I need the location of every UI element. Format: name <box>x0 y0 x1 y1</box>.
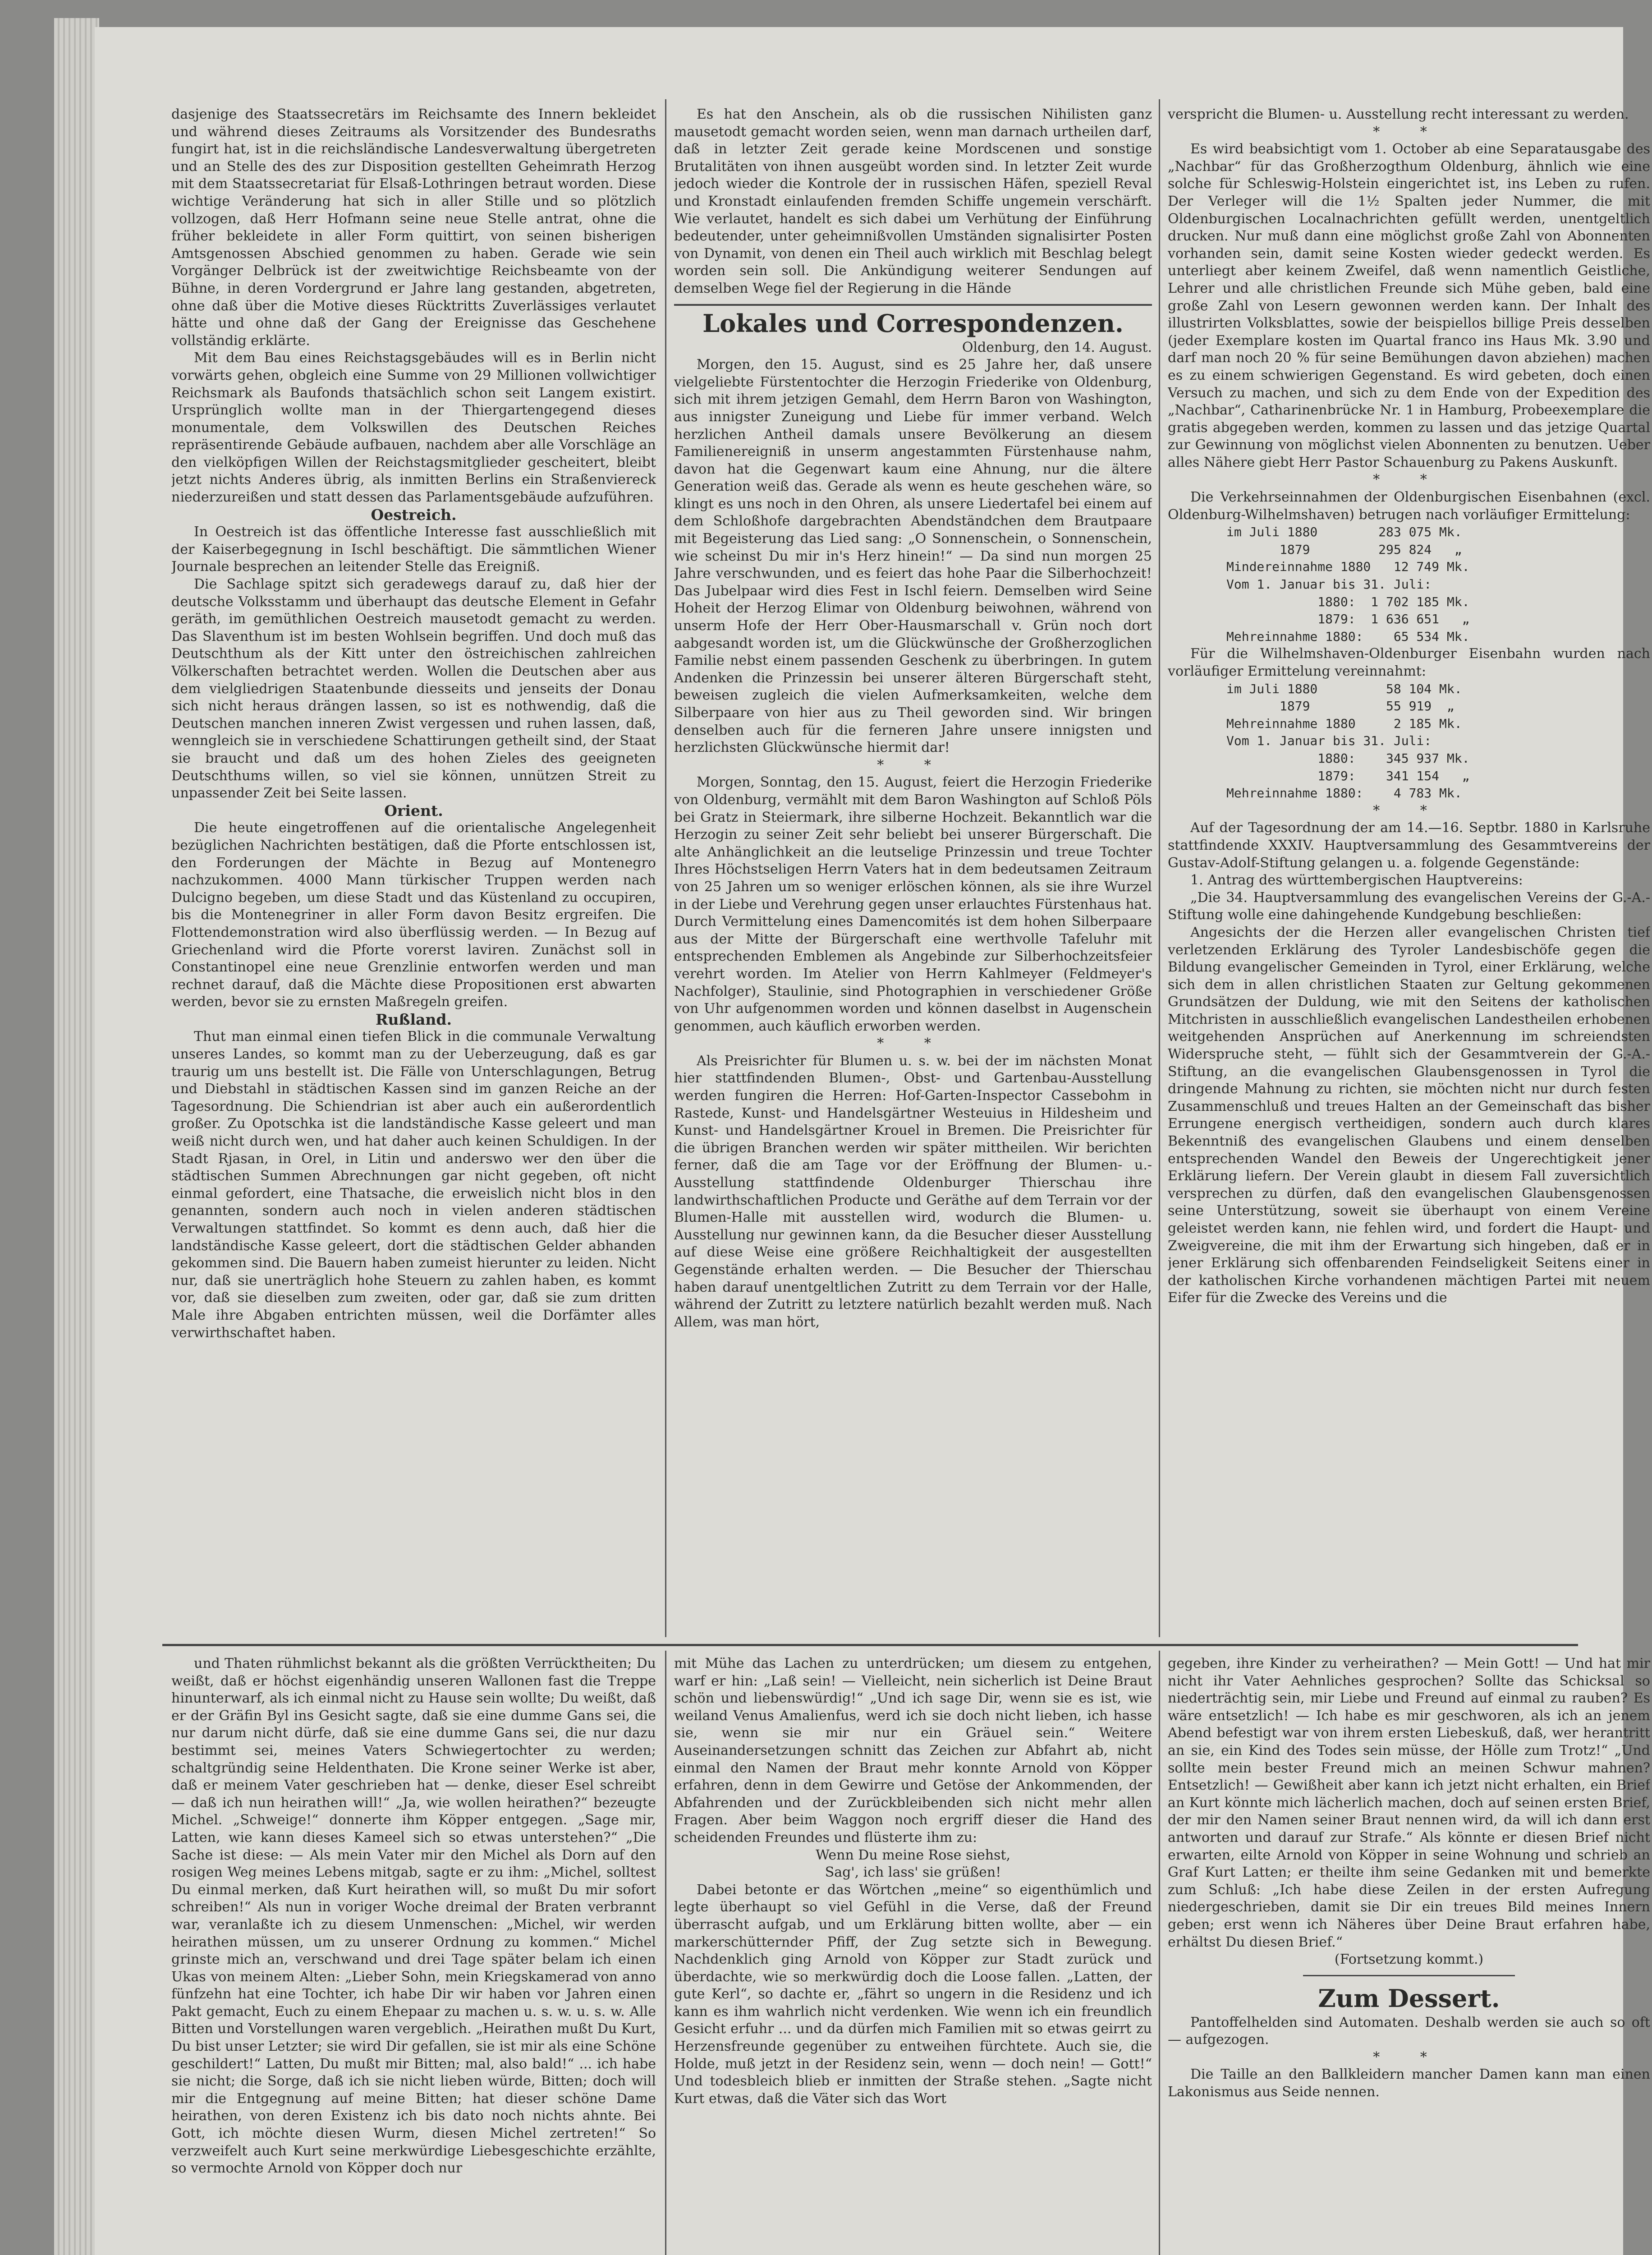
paragraph: Als Preisrichter für Blumen u. s. w. bei der im nächsten Monat hier stattfindenden Blumen-, Obst- und Gartenbau-Ausstellung werden fungiren die Herren: Hof-Garten-Inspector Cassebohm in Rastede, Kunst- und Handelsgärtner Westeuius in Hildesheim und Kunst- und Handelsgärtner Krouel in Bremen. Die Preisrichter für die übrigen Branchen werden wir später mittheilen. Wir berichten ferner, daß die am Tage vor der Eröffnung der Blumen- u.-Ausstellung stattfindende Oldenburger Thierschau ihre landwirthschaftlichen Producte und Geräthe auf dem Terrain vor der Blumen-Halle mit ausstellen wird, wodurch die Blumen- u. Ausstellung nur gewinnen kann, da die Besucher dieser Ausstellung auf diese Weise eine größere Reichhaltigkeit der ausgestellten Gegenstände erhalten werden. — Die Besucher der Thierschau haben darauf unentgeltlichen Zutritt zu dem Terrain vor der Halle, während der Zutritt zu letztere natürlich bezahlt werden muß. Nach Allem, was man hört, <box>674 1053 1152 1330</box>
column-rule <box>1159 99 1160 1637</box>
verse-line: Wenn Du meine Rose siehst, <box>815 1847 1011 1863</box>
table-row: im Juli 1880 58 104 Mk. <box>1226 681 1462 696</box>
column-2 <box>674 106 1152 1639</box>
continuation-note: (Fortsetzung kommt.) <box>1334 1951 1484 1968</box>
section-heading: Orient. <box>384 801 443 819</box>
section-title: Lokales und Correspondenzen. <box>702 308 1124 338</box>
page-edges <box>54 18 99 2255</box>
column-1 <box>171 106 656 1639</box>
paragraph: Für die Wilhelmshaven-Oldenburger Eisenbahn wurden nach vorläufiger Ermittelung vereinnahmt: <box>1168 646 1650 679</box>
paragraph: mit Mühe das Lachen zu unterdrücken; um diesem zu entgehen, warf er hin: „Laß sein! — Vielleicht, nein sicherlich ist Deine Braut schön und liebenswürdig!“ „Und ich sage Dir, wenn sie es ist, wie weiland Venus Amalienfus, werd ich sie doch nicht lieben, ich hasse sie, wenn sie mir nur ein Gräuel sein.“ Weitere Auseinandersetzungen schnitt das Zeichen zur Abfahrt ab, nicht einmal den Namen der Braut mehr konnte Arnold von Köpper erfahren, denn in dem Gewirre und Getöse der Ankommenden, der Abfahrenden und der Zurückbleibenden sich nicht mehr allen Fragen. Aber beim Waggon noch ergriff dieser die Hand des scheidenden Freundes und flüsterte ihm zu: <box>674 1656 1152 1845</box>
table-row: 1879: 1 636 651 „ <box>1226 612 1470 627</box>
dateline: Oldenburg, den 14. August. <box>962 339 1152 355</box>
column-rule <box>665 99 666 1637</box>
table-row: Mehreinnahme 1880: 65 534 Mk. <box>1226 629 1470 644</box>
paragraph: Es hat den Anschein, als ob die russischen Nihilisten ganz mausetodt gemacht worden seien, wenn man darnach urtheilen darf, daß in letzter Zeit gerade keine Mordscenen und sonstige Brutalitäten von ihnen ausgeübt worden sind. In letzter Zeit wurde jedoch wieder die Kontrole der in russischen Häfen, speziell Reval und Kronstadt einlaufenden fremden Schiffe ungemein verschärft. Wie verlautet, handelt es sich dabei um Verhütung der Einführung bedeutender, unter geheimnißvollen Umständen signalisirter Posten von Dynamit, von denen ein Theil auch wirklich mit Beschlag belegt worden sein soll. Die Ankündigung weiterer Sendungen auf demselben Wege fiel der Regierung in die Hände <box>674 106 1152 296</box>
table-row: Vom 1. Januar bis 31. Juli: <box>1226 577 1432 592</box>
paragraph: verspricht die Blumen- u. Ausstellung recht interessant zu werden. <box>1168 106 1629 122</box>
paragraph: Pantoffelhelden sind Automaten. Deshalb werden sie auch so oft — aufgezogen. <box>1168 2014 1650 2048</box>
paragraph: 1. Antrag des württembergischen Hauptvereins: <box>1190 872 1523 888</box>
section-heading: Oestreich. <box>371 506 457 524</box>
section-heading: Rußland. <box>376 1010 452 1028</box>
separator: * * <box>1373 2049 1445 2065</box>
table-row: Mehreinnahme 1880 2 185 Mk. <box>1226 716 1462 731</box>
section-rule <box>1303 1975 1515 1976</box>
paragraph: In Oestreich ist das öffentliche Interesse fast ausschließlich mit der Kaiserbegegnung in Ischl beschäftigt. Die sämmtlichen Wiener Journale besprechen an leitender Stelle das Ereigniß. <box>171 524 656 575</box>
section-rule <box>674 304 1152 306</box>
column-rule <box>1159 1651 1160 2255</box>
paragraph: Thut man einmal einen tiefen Blick in die communale Verwaltung unseres Landes, so kommt man zu der Ueberzeugung, daß es gar traurig um uns bestellt ist. Die Fälle von Unterschlagungen, Betrug und Diebstahl in städtischen Kassen sind im ganzen Reiche an der Tagesordnung. Die Schiendrian ist aber auch ein außerordentlich großer. Zu Opotschka ist die landständische Kasse geleert und man weiß nicht durch wen, und hat daher auch keinen Schuldigen. In der Stadt Rjasan, in Orel, in Litin und anderswo wer den über die städtischen Summen Abrechnungen gar nicht gegeben, oft nicht einmal gefordert, eine Thatsache, die erweislich nicht blos in den genannten, sondern auch noch in vielen anderen städtischen Verwaltungen stattfindet. So kommt es denn auch, daß hier die landständische Kasse geleert, dort die städtischen Gelder abhanden gekommen sind. Die Bauern haben zumeist hierunter zu leiden. Nicht nur, daß sie unerträglich hohe Steuern zu zahlen haben, es kommt vor, daß sie dieselben zum zweiten, oder gar, daß sie zum dritten Male ihre Abgaben entrichten müssen, weil die Dorfämter alles verwirthschaftet haben. <box>171 1029 656 1341</box>
story-column-2 <box>674 1655 1152 2255</box>
paragraph: Die heute eingetroffenen auf die orientalische Angelegenheit bezüglichen Nachrichten bestätigen, daß die Pforte entschlossen ist, den Forderungen der Mächte in Bezug auf Montenegro nachzukommen. 4000 Mann türkischer Truppen werden nach Dulcigno begeben, um diese Stadt und das Küstenland zu occupiren, bis die Montenegriner in aller Form davon Besitz ergreifen. Die Flottendemonstration wird also überflüssig werden. — In Bezug auf Griechenland wird die Pforte vorerst laviren. Zunächst soll in Constantinopel eine neue Grenzlinie entworfen werden und man rechnet darauf, daß die Mächte diese Propositionen erst abwarten werden, bevor sie zu ernsten Maßregeln greifen. <box>171 820 656 1010</box>
paragraph: Angesichts der die Herzen aller evangelischen Christen tief verletzenden Erklärung des Tyroler Landesbischöfe gegen die Bildung evangelischer Gemeinden in Tyrol, einer Erklärung, welche sich dem in allen christlichen Staaten zur Geltung gekommenen Grundsätzen der Duldung, wie mit den Seitens der katholischen Mitchristen in ausschließlich evangelischen Landestheilen erhobenen weitgehenden Ansprüchen auf Anerkennung im schreiendsten Widerspruche steht, — fühlt sich der Gesammtverein der G.-A.-Stiftung, an die evangelischen Glaubensgenossen in Tyrol die dringende Mahnung zu richten, sie möchten nicht nur durch festen Zusammenschluß und treues Halten an der Gemeinschaft das bisher Errungene energisch vertheidigen, sondern auch durch klares Bekenntniß des evangelischen Glaubens und einem denselben entsprechenden Wandel den Beweis der Ungerechtigkeit jener Erklärung liefern. Der Verein glaubt in diesem Fall zuversichtlich versprechen zu dürfen, daß den evangelischen Glaubensgenossen seine Unterstützung, soweit sie überhaupt von einem Vereine geleistet werden kann, nie fehlen wird, und fordert die Haupt- und Zweigvereine, die mit ihm der Erwartung sich hingeben, daß er in jener Erklärung sich offenbarenden Feindseligkeit Seitens einer in der katholischen Kirche vorhandenen mächtigen Partei mit neuem Eifer für die Zwecke des Vereins und die <box>1168 924 1650 1306</box>
paragraph: Morgen, Sonntag, den 15. August, feiert die Herzogin Friederike von Oldenburg, vermählt mit dem Baron Washington auf Schloß Pöls bei Gratz in Steiermark, ihre silberne Hochzeit. Bekanntlich war die Herzogin zu seiner Zeit sehr beliebt bei unserer Bürgerschaft. Die alte Anhänglichkeit an die leutselige Prinzessin und treue Tochter Ihres Höchstseligen Herrn Vaters hat in dem bedeutsamen Zeitraum von 25 Jahren um so weniger erlöschen können, als sie ihre Wurzel in der Liebe und Verehrung gegen unser erlauchtes Fürstenhaus hat. Durch Vermittelung eines Damencomités ist dem hohen Silberpaare aus der Mitte der Bürgerschaft eine werthvolle Tafeluhr mit entsprechenden Emblemen als Angebinde zur Silberhochzeitsfeier verehrt worden. Im Atelier von Herrn Kahlmeyer (Feldmeyer's Nachfolger), Staulinie, sind Photographien in verschiedener Größe von Uhr aufgenommen worden und können daselbst in Augenschein genommen, auch käuflich erworben werden. <box>674 774 1152 1034</box>
revenue-table-1 <box>1168 524 1650 645</box>
table-row: 1879 55 919 „ <box>1226 699 1455 714</box>
table-row: Mindereinnahme 1880 12 749 Mk. <box>1226 559 1470 575</box>
paragraph: dasjenige des Staatssecretärs im Reichsamte des Innern bekleidet und während dieses Zeitraums als Vorsitzender des Bundesraths fungirt hat, ist in die reichsländische Landesverwaltung übergetreten und an Stelle des des zur Disposition gestellten Geheimrath Herzog mit dem Staatssecretariat für Elsaß-Lothringen betraut worden. Diese wichtige Veränderung hat sich in aller Stille und so plötzlich vollzogen, daß Herr Hofmann seine neue Stelle antrat, ohne die früher bekleidete in aller Form quittirt, von seinen bisherigen Amtsgenossen Abschied genommen zu haben. Gerade wie sein Vorgänger Delbrück ist der zweitwichtige Reichsbeamte von der Bühne, in deren Vordergrund er Jahre lang gestanden, abgetreten, ohne daß über die Motive dieses Rücktritts Zuverlässiges verlautet hätte und ohne daß der Gang der Ereignisse das Geschehene vollständig erklärte. <box>171 106 656 349</box>
section-title: Zum Dessert. <box>1318 1983 1500 2013</box>
column-rule <box>665 1651 666 2255</box>
newspaper-page <box>95 27 1650 2255</box>
paragraph: Die Verkehrseinnahmen der Oldenburgischen Eisenbahnen (excl. Oldenburg-Wilhelmshaven) betrugen nach vorläufiger Ermittelung: <box>1168 489 1650 523</box>
paragraph: „Die 34. Hauptversammlung des evangelischen Vereins der G.-A.-Stiftung wolle eine dahingehende Kundgebung beschließen: <box>1168 889 1650 923</box>
table-row: im Juli 1880 283 075 Mk. <box>1226 525 1462 540</box>
separator: * * <box>1373 802 1445 819</box>
paragraph: Die Sachlage spitzt sich geradewegs darauf zu, daß hier der deutsche Volksstamm und überhaupt das deutsche Element in Gefahr geräth, im gemüthlichen Oestreich mausetodt gemacht zu werden. Das Slaventhum ist im besten Wohlsein begriffen. Und doch muß das Deutschthum als der Kitt unter den östreichischen zahlreichen Völkerschaften betrachtet werden. Wollen die Deutschen aber aus dem vielgliedrigen Staatenbunde diesseits und jenseits der Donau sich nicht heraus drängen lassen, so ist es nothwendig, daß die Deutschen manchen inneren Zwist vergessen und ruhen lassen, daß, wenngleich sie in verschiedene Schattirungen getheilt sind, der Staat sie braucht und daß um des hohen Zieles des geeigneten Deutschthums willen, so viel sie können, unnützen Streit zu unpassender Zeit bei Seite lassen. <box>171 576 656 801</box>
table-row: 1879 295 824 „ <box>1226 542 1462 557</box>
separator: * * <box>877 1035 949 1052</box>
table-row: 1879: 341 154 „ <box>1226 768 1470 783</box>
paragraph: Morgen, den 15. August, sind es 25 Jahre her, daß unsere vielgeliebte Fürstentochter die Herzogin Friederike von Oldenburg, sich mit ihrem jetzigen Gemahl, dem Herrn Baron von Washington, aus innigster Zuneigung und Liebe für immer verband. Welch herzlichen Antheil damals unsere Bevölkerung an diesem Familienereigniß in unserm angestammten Fürstenhause nahm, davon hat die Gegenwart kaum eine Ahnung, nur die ältere Generation weiß das. Gerade als wenn es heute geschehen wäre, so klingt es uns noch in den Ohren, als unsere Liedertafel bei einem auf dem Schloßhofe dargebrachten Abendständchen dem Brautpaare mit Begeisterung das Lied sang: „O Sonnenschein, o Sonnenschein, wie scheinst Du mir in's Herz hinein!“ — Da sind nun morgen 25 Jahre verschwunden, und es feiert das hohe Paar die Silberhochzeit! Das Jubelpaar wird dies Fest in Ischl feiern. Demselben wird Seine Hoheit der Herzog Elimar von Oldenburg beiwohnen, während von unserm Hofe der Herr Ober-Hausmarschall v. Grün noch dort aabgesandt worden ist, um die Glückwünsche der Großherzoglichen Familie nebst einem passenden Geschenk zu überbringen. In gutem Andenken die Prinzessin bei unserer älteren Bürgerschaft steht, beweisen zugleich die vielen Aufmerksamkeiten, welche dem Silberpaare von hier aus zu Theil geworden sind. Wir bringen denselben auch für die ferneren Jahre unsere innigsten und herzlichsten Glückwünsche hiermit dar! <box>674 357 1152 756</box>
separator: * * <box>877 757 949 773</box>
table-row: 1880: 1 702 185 Mk. <box>1226 594 1470 609</box>
paragraph: Dabei betonte er das Wörtchen „meine“ so eigenthümlich und legte überhaupt so viel Gefühl in die Verse, daß der Freund überrascht aufgab, und um Erklärung bitten wollte, aber — ein markerschütternder Pfiff, der Zug setzte sich in Bewegung. Nachdenklich ging Arnold von Köpper zur Stadt zurück und überdachte, wie so merkwürdig doch die Loose fallen. „Latten, der gute Kerl“, so dachte er, „fährt so ungern in die Residenz und ich kann es ihm wahrlich nicht verdenken. Wie wenn ich ein freundlich Gesicht erfuhr ... und da dürfen mich Familien mit so etwas geirrt zu Herzensfreunde gegenüber zu entweihen fürchtete. Auch sie, die Holde, muß jetzt in der Residenz sein, wenn — doch nein! — Gott!“ Und todesbleich blieb er inmitten der Straße stehen. „Sagte nicht Kurt etwas, daß die Väter sich das Wort <box>674 1882 1152 2107</box>
paragraph: Mit dem Bau eines Reichstagsgebäudes will es in Berlin nicht vorwärts gehen, obgleich eine Summe von 29 Millionen vollwichtiger Reichsmark als Baufonds thatsächlich schon seit Langem existirt. Ursprünglich wollte man in der Thiergartengegend dieses monumentale, dem Volkswillen des Deutschen Reiches repräsentirende Gebäude aufbauen, nachdem aber alle Vorschläge an den vielköpfigen Willen der Reichstagsmitglieder gescheitert, bleibt jetzt nichts Anderes übrig, als inmitten Berlins ein Straßenviereck niederzureißen und statt dessen das Parlamentsgebäude aufzuführen. <box>171 350 656 506</box>
column-3 <box>1168 106 1650 1639</box>
separator: * * <box>1373 124 1445 140</box>
paragraph: Die Taille an den Ballkleidern mancher Damen kann man einen Lakonismus aus Seide nennen. <box>1168 2066 1650 2100</box>
story-column-1 <box>171 1655 656 2255</box>
verse-line: Sag', ich lass' sie grüßen! <box>825 1864 1001 1881</box>
paragraph: Es wird beabsichtigt vom 1. October ab eine Separatausgabe des „Nachbar“ für das Großherzogthum Oldenburg, ähnlich wie eine solche für Schleswig-Holstein eingerichtet ist, ins Leben zu rufen. Der Verleger will die 1½ Spalten jeder Nummer, die mit Oldenburgischen Localnachrichten gefüllt werden, unentgeltlich drucken. Nur muß dann eine möglichst große Zahl von Abonnenten vorhanden sein, damit seine Kosten wieder gedeckt werden. Es unterliegt aber keinem Zweifel, daß wenn namentlich Geistliche, Lehrer und alle christlichen Freunde sich Mühe geben, bald eine große Zahl von Lesern gewonnen werden kann. Der Inhalt des illustrirten Volksblattes, sowie der beispiellos billige Preis desselben (jeder Exemplare kosten im Quartal franco ins Haus Mk. 3.90 und darf man noch 20 % für seine Bemühungen davon abziehen) machen es zu einem schwierigen Gegenstand. Es wird gebeten, doch einen Versuch zu machen, und sich zu dem Ende von der Expedition des „Nachbar“, Catharinenbrücke Nr. 1 in Hamburg, Probeexemplare die gratis abgegeben werden, kommen zu lassen und das jetzige Quartal zur Gewinnung von möglichst vielen Abonnenten zu benutzen. Ueber alles Nähere giebt Herr Pastor Schauenburg zu Pakens Auskunft. <box>1168 141 1650 470</box>
paragraph: Auf der Tagesordnung der am 14.—16. Septbr. 1880 in Karlsruhe stattfindende XXXIV. Hauptversammlung des Gesammtvereins der Gustav-Adolf-Stiftung gelangen u. a. folgende Gegenstände: <box>1168 820 1650 871</box>
story-column-3 <box>1168 1655 1650 2255</box>
section-rule <box>162 1644 1578 1646</box>
paragraph: gegeben, ihre Kinder zu verheirathen? — Mein Gott! — Und hat mir nicht ihr Vater Aehnliches gesprochen? Sollte das Schicksal so niederträchtig sein, mir Liebe und Freund auf einmal zu rauben? Es wäre entsetzlich! — Ich habe es mir geschworen, als ich an jenem Abend befestigt war von ihrem ersten Liebeskuß, daß, wer herantritt an sie, ein Kind des Todes sein müsse, der Hölle zum Trotz!“ „Und sollte mein bester Freund mich an meinen Schwur mahnen? Entsetzlich! — Gewißheit aber kann ich jetzt nicht erhalten, ein Brief an Kurt könnte mich lächerlich machen, doch auf seinen ersten Brief, der mir den Namen seiner Braut nennen wird, da will ich dann erst antworten und darauf zur Strafe.“ Als könnte er diesen Brief nicht erwarten, eilte Arnold von Köpper in seine Wohnung und schrieb an Graf Kurt Latten; er theilte ihm seine Gedanken mit und bemerkte zum Schluß: „Ich habe diese Zeilen in der ersten Aufregung niedergeschrieben, damit sie Dir ein treues Bild meines Innern geben; erst wenn ich Näheres über Deine Braut erfahren habe, erhältst Du diesen Brief.“ <box>1168 1656 1650 1950</box>
table-row: Mehreinnahme 1880: 4 783 Mk. <box>1226 786 1462 801</box>
table-row: 1880: 345 937 Mk. <box>1226 750 1470 766</box>
paragraph: und Thaten rühmlichst bekannt als die größten Verrücktheiten; Du weißt, daß er höchst eigenhändig unseren Wallonen fast die Treppe hinunterwarf, als ich einmal nicht zu Hause sein wollte; Du weißt, daß er der Gräfin Byl ins Gesicht sagte, daß sie eine dumme Gans sei, die nur darum nicht dürfe, daß sie eine dumme Gans sei, die nur dazu bestimmt sei, meines Vaters Schwiegertochter zu werden; schaltgründig seine Heldenthaten. Die Krone seiner Werke ist aber, daß er meinem Vater geschrieben hat — denke, dieser Esel schreibt — daß ich nun heirathen will!“ „Ja, wie wollen heirathen?“ bezeugte Michel. „Schweige!“ donnerte ihm Köpper entgegen. „Sage mir, Latten, wie kann dieses Kameel sich so etwas unterstehen?“ „Die Sache ist diese: — Als mein Vater mir den Michel als Dorn auf den rosigen Weg meines Lebens mitgab, sagte er zu ihm: „Michel, solltest Du einmal merken, daß Kurt heirathen will, so mußt Du mir sofort schreiben!“ Als nun in voriger Woche dreimal der Braten verbrannt war, veranlaßte ich zu diesem Unmenschen: „Michel, wir werden heirathen müssen, um zu unserer Ordnung zu kommen.“ Michel grinste mich an, verschwand und drei Tage später belam ich einen Ukas von meinem Alten: „Lieber Sohn, mein Kriegskamerad von anno fünfzehn hat eine Tochter, ich habe Dir wir haben vor Jahren einen Pakt gemacht, Euch zu einem Ehepaar zu machen u. s. w. u. s. w. Alle Bitten und Vorstellungen waren vergeblich. „Heirathen mußt Du Kurt, Du bist unser Letzter; sie wird Dir gefallen, sie ist mir als eine Schöne geschildert!“ Latten, Du mußt mir Bitten; mal, also bald!“ ... ich habe sie nicht; die Sorge, daß ich sie nicht lieben würde, Bitten; doch will mir die Entgegnung auf meine Bitten; hat dieser schöne Dame heirathen, von deren Existenz ich bis dato noch nichts ahnte. Bei Gott, ich möchte diesen Wurm, diesen Michel zertreten!“ So verzweifelt auch Kurt seine merkwürdige Liebesgeschichte erzählte, so vermochte Arnold von Köpper doch nur <box>171 1656 656 2177</box>
separator: * * <box>1373 472 1445 488</box>
table-row: Vom 1. Januar bis 31. Juli: <box>1226 733 1432 749</box>
revenue-table-2 <box>1168 681 1650 802</box>
